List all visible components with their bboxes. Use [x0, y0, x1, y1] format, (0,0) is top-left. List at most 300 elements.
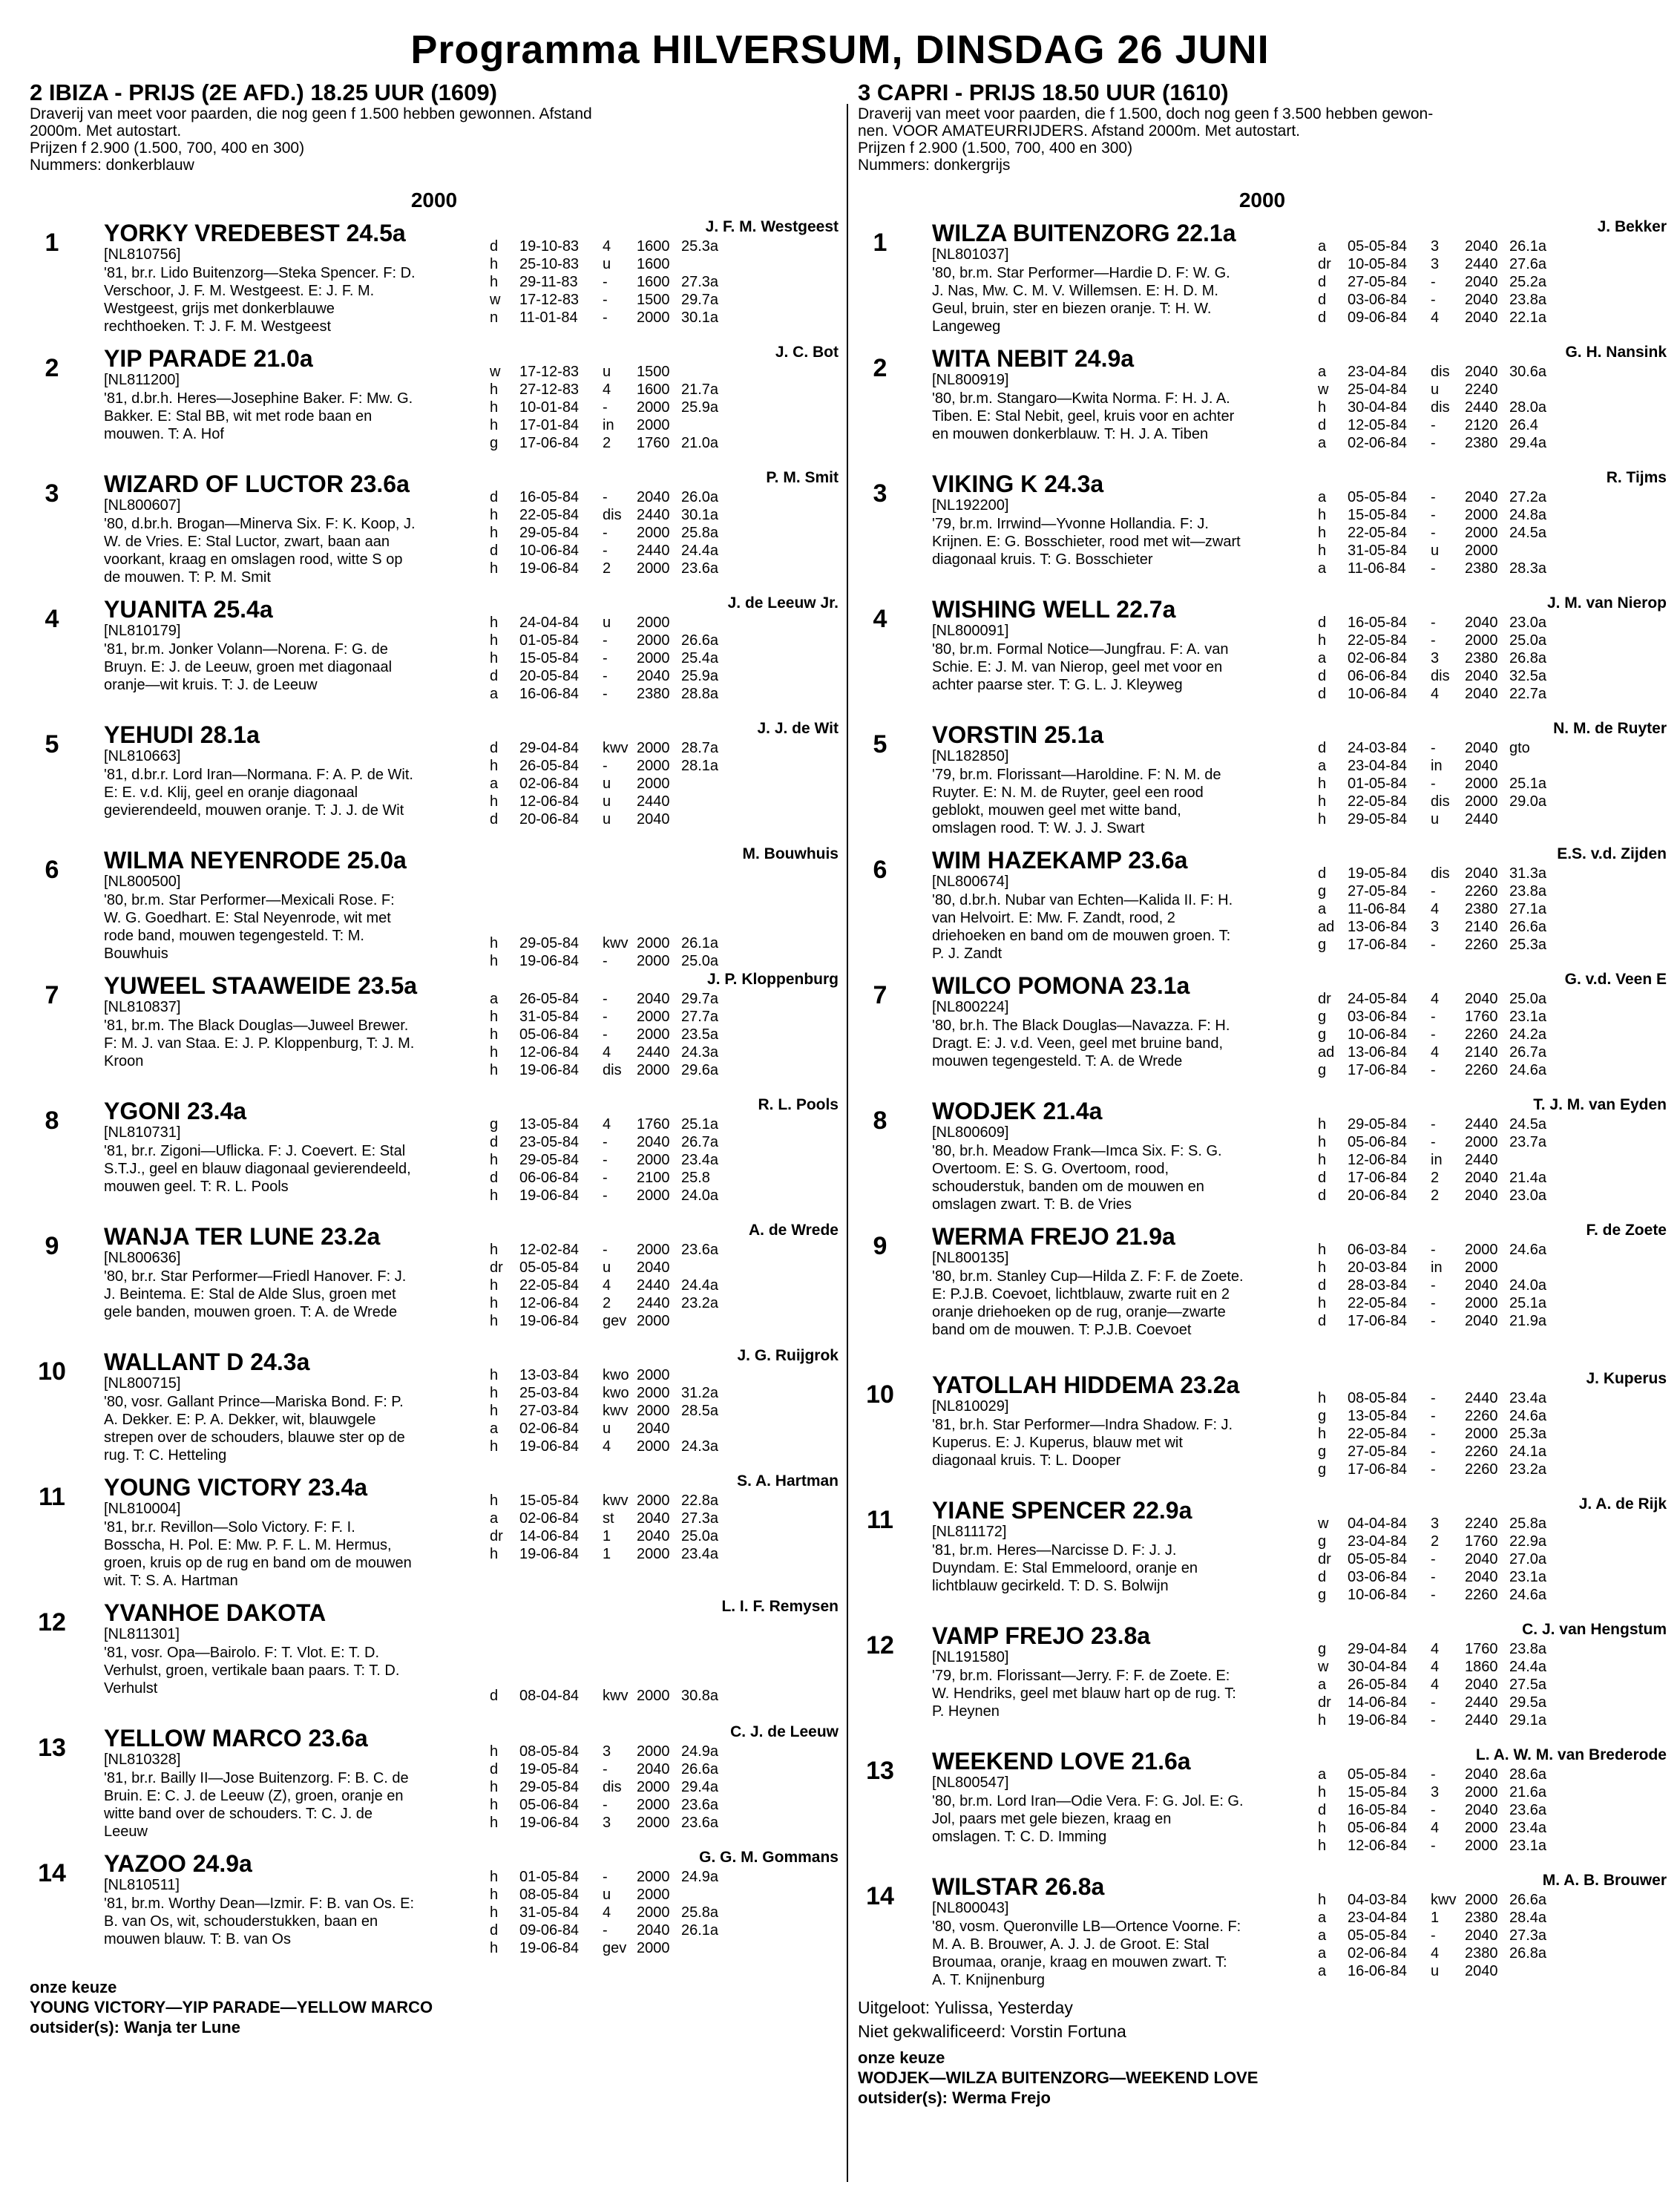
distance-heading: 2000 — [410, 189, 458, 212]
horse-name: WILZA BUITENZORG 22.1a — [932, 220, 1236, 246]
perf-track: h — [490, 256, 499, 272]
perf-date: 24-05-84 — [1348, 991, 1408, 1007]
horse-entry — [858, 342, 1667, 468]
perf-distance: 2040 — [637, 991, 670, 1007]
perf-date: 08-05-84 — [519, 1743, 580, 1760]
perf-distance: 1760 — [1465, 1533, 1498, 1550]
perf-date: 27-05-84 — [1348, 274, 1408, 290]
trainer-name: J. A. de Rijk — [1578, 1495, 1667, 1513]
perf-time: 25.3a — [1509, 1426, 1547, 1442]
perf-date: 02-06-84 — [1348, 435, 1408, 451]
performance-row — [1318, 1277, 1561, 1294]
perf-result: - — [1431, 1134, 1436, 1150]
perf-distance: 2040 — [1465, 740, 1498, 756]
perf-time: 28.7a — [681, 740, 719, 756]
perf-time: 23.6a — [681, 1242, 719, 1258]
perf-distance: 2000 — [1465, 776, 1498, 792]
perf-distance: 2240 — [1465, 1515, 1498, 1532]
performance-row — [1318, 1962, 1561, 1980]
performance-row — [1318, 1151, 1561, 1169]
perf-date: 19-10-83 — [519, 238, 580, 255]
perf-date: 08-05-84 — [519, 1887, 580, 1903]
performance-row — [1318, 291, 1561, 309]
perf-distance: 2440 — [1465, 1390, 1498, 1406]
perf-result: 2 — [603, 435, 611, 451]
horse-name: WIM HAZEKAMP 23.6a — [932, 847, 1188, 874]
performance-row — [490, 309, 733, 327]
horse-code: [NL800091] — [932, 623, 1009, 639]
perf-result: u — [603, 615, 611, 631]
perf-distance: 2040 — [1465, 1313, 1498, 1329]
perf-time: 22.8a — [681, 1492, 719, 1509]
perf-result: kwo — [603, 1367, 629, 1383]
perf-result: kwv — [1431, 1892, 1457, 1908]
perf-time: 26.1a — [1509, 238, 1547, 255]
performance-table — [490, 739, 733, 828]
perf-date: 31-05-84 — [519, 1904, 580, 1921]
horse-entry — [30, 1471, 839, 1596]
performance-row — [490, 1510, 733, 1527]
perf-date: 19-05-84 — [1348, 865, 1408, 882]
performance-row — [490, 416, 733, 434]
horse-info — [932, 1098, 1244, 1213]
perf-distance: 1760 — [1465, 1641, 1498, 1657]
perf-time: 26.1a — [681, 1922, 719, 1939]
perf-date: 12-06-84 — [519, 1295, 580, 1311]
perf-result: 3 — [1431, 238, 1440, 255]
horse-name: YAZOO 24.9a — [104, 1850, 252, 1877]
perf-date: 09-06-84 — [519, 1922, 580, 1939]
perf-date: 23-04-84 — [1348, 1910, 1408, 1926]
perf-time: 28.0a — [1509, 399, 1547, 416]
horse-code: [NL810029] — [932, 1398, 1009, 1415]
perf-result: dis — [1431, 399, 1450, 416]
horse-number: 4 — [45, 605, 59, 633]
perf-distance: 2040 — [1465, 274, 1498, 290]
perf-result: - — [1431, 1461, 1436, 1478]
perf-track: h — [490, 1044, 499, 1061]
performance-row — [1318, 1676, 1561, 1694]
perf-date: 20-06-84 — [519, 811, 580, 828]
perf-result: kwv — [603, 935, 629, 951]
horse-code: [NL800674] — [932, 874, 1009, 890]
horse-entry — [30, 1847, 839, 1973]
horse-info — [932, 220, 1244, 335]
horse-description: '81, br.m. Jonker Volann—Norena. F: G. de Bruyn. E: J. de Leeuw, groen met diagonaal oranje—wit kruis. T: J. de Leeuw — [104, 641, 393, 693]
perf-track: h — [490, 650, 499, 666]
horse-entry — [858, 1619, 1667, 1745]
performance-row — [1318, 793, 1561, 810]
perf-distance: 2040 — [1465, 309, 1498, 326]
perf-distance: 2440 — [1465, 1152, 1498, 1168]
performance-row — [1318, 237, 1561, 255]
horse-name: WISHING WELL 22.7a — [932, 596, 1176, 623]
horse-number: 13 — [38, 1734, 66, 1762]
perf-result: - — [603, 1242, 608, 1258]
horse-description: '80, br.m. Lord Iran—Odie Vera. F: G. Jol. E: G. Jol, paars met gele biezen, kraag en omslagen. T: C. D. Imming — [932, 1793, 1244, 1845]
horse-code: [NL810511] — [104, 1877, 180, 1893]
perf-time: 26.6a — [681, 632, 719, 649]
perf-distance: 2000 — [637, 953, 670, 969]
performance-row — [1318, 560, 1561, 577]
performance-row — [1318, 1008, 1561, 1026]
performance-table — [1318, 1891, 1561, 1980]
perf-date: 15-05-84 — [1348, 507, 1408, 523]
performance-table — [490, 1492, 733, 1563]
perf-distance: 2260 — [1465, 1026, 1498, 1043]
perf-date: 30-04-84 — [1348, 399, 1408, 416]
horse-info — [932, 345, 1244, 443]
perf-result: - — [1431, 417, 1436, 433]
perf-result: 3 — [1431, 919, 1440, 935]
perf-distance: 2000 — [1465, 1784, 1498, 1800]
perf-distance: 2000 — [1465, 1426, 1498, 1442]
perf-time: 29.7a — [681, 292, 719, 308]
horse-info — [932, 1873, 1244, 1989]
perf-date: 29-05-84 — [1348, 811, 1408, 828]
perf-time: 24.6a — [1509, 1587, 1547, 1603]
perf-date: 27-03-84 — [519, 1403, 580, 1419]
perf-date: 04-03-84 — [1348, 1892, 1408, 1908]
perf-result: dis — [603, 1062, 622, 1078]
perf-time: 29.1a — [1509, 1712, 1547, 1728]
performance-row — [490, 1743, 733, 1760]
race-column-right — [858, 80, 1667, 2108]
performance-row — [1318, 775, 1561, 793]
perf-date: 22-05-84 — [1348, 1295, 1408, 1311]
perf-time: 24.6a — [1509, 1062, 1547, 1078]
perf-date: 06-06-84 — [1348, 668, 1408, 684]
perf-time: 24.4a — [681, 543, 719, 559]
performance-row — [1318, 381, 1561, 399]
perf-track: h — [1318, 793, 1327, 810]
perf-track: a — [1318, 364, 1327, 380]
perf-time: 23.0a — [1509, 1187, 1547, 1204]
perf-time: 25.0a — [1509, 632, 1547, 649]
horse-description: '81, br.r. Zigoni—Uflicka. F: J. Coevert. E: Stal S.T.J., geel en blauw diagonaal gevierendeeld, mouwen geel. T: R. L. Pools — [104, 1143, 411, 1195]
perf-result: u — [1431, 1963, 1440, 1979]
perf-date: 05-05-84 — [1348, 1766, 1408, 1783]
performance-row — [490, 506, 733, 524]
horse-number: 7 — [873, 981, 887, 1009]
perf-date: 06-06-84 — [519, 1170, 580, 1186]
perf-date: 19-06-84 — [519, 1546, 580, 1562]
perf-distance: 2000 — [1465, 525, 1498, 541]
perf-result: 4 — [1431, 991, 1440, 1007]
horse-code: [NL810837] — [104, 999, 181, 1015]
perf-result: in — [1431, 1152, 1443, 1168]
horse-info — [932, 1372, 1244, 1469]
performance-row — [490, 775, 733, 793]
horse-name: WANJA TER LUNE 23.2a — [104, 1223, 381, 1250]
perf-distance: 2000 — [637, 1152, 670, 1168]
performance-row — [1318, 1533, 1561, 1550]
perf-date: 12-06-84 — [1348, 1838, 1408, 1854]
perf-track: d — [1318, 309, 1327, 326]
performance-row — [1318, 1115, 1561, 1133]
perf-date: 15-05-84 — [1348, 1784, 1408, 1800]
perf-date: 16-06-84 — [1348, 1963, 1408, 1979]
performance-row — [1318, 936, 1561, 954]
horse-number: 13 — [866, 1757, 894, 1785]
perf-track: h — [490, 525, 499, 541]
perf-time: 23.7a — [1509, 1134, 1547, 1150]
perf-distance: 2000 — [1465, 1838, 1498, 1854]
performance-table — [490, 1743, 733, 1832]
performance-row — [490, 685, 733, 703]
perf-result: u — [603, 256, 611, 272]
perf-distance: 2040 — [1465, 668, 1498, 684]
perf-track: d — [490, 1134, 499, 1150]
performance-row — [490, 1241, 733, 1259]
race-info-line: Nummers: donkergrijs — [858, 157, 1011, 174]
horse-info — [932, 847, 1244, 963]
horse-entry — [30, 1220, 839, 1346]
perf-date: 13-06-84 — [1348, 1044, 1408, 1061]
performance-row — [1318, 1187, 1561, 1205]
performance-row — [1318, 1061, 1561, 1079]
perf-track: d — [1318, 292, 1327, 308]
perf-date: 10-06-84 — [1348, 1587, 1408, 1603]
perf-time: 21.4a — [1509, 1170, 1547, 1186]
performance-row — [1318, 667, 1561, 685]
perf-track: h — [490, 1062, 499, 1078]
horse-description: '80, vosm. Queronville LB—Ortence Voorne. F: M. A. B. Brouwer, A. J. J. de Groot. E: Stal Broumaa, oranje, kraag en mouwen zwart. T: A. T. Knijnenburg — [932, 1918, 1241, 1988]
perf-distance: 2040 — [637, 811, 670, 828]
perf-result: - — [603, 1187, 608, 1204]
perf-track: h — [490, 560, 499, 577]
perf-result: - — [1431, 883, 1436, 900]
perf-distance: 1760 — [637, 435, 670, 451]
perf-time: 27.3a — [681, 274, 719, 290]
horse-description: '79, br.m. Irrwind—Yvonne Hollandia. F: J. Krijnen. E: G. Bosschieter, rood met wit—zwart diagonaal kruis. T: G. Bosschieter — [932, 516, 1241, 568]
perf-time: 29.0a — [1509, 793, 1547, 810]
horse-entry — [858, 468, 1667, 593]
perf-date: 19-06-84 — [519, 953, 580, 969]
performance-row — [1318, 1461, 1561, 1478]
perf-time: 23.1a — [1509, 1569, 1547, 1585]
perf-result: dis — [603, 1779, 622, 1795]
horse-code: [NL800609] — [932, 1124, 1009, 1141]
horse-number: 3 — [873, 479, 887, 508]
perf-time: 28.5a — [681, 1403, 719, 1419]
perf-track: n — [490, 309, 499, 326]
perf-date: 24-04-84 — [519, 615, 580, 631]
perf-time: 24.4a — [1509, 1659, 1547, 1675]
trainer-name: L. I. F. Remysen — [721, 1598, 839, 1615]
perf-date: 17-06-84 — [1348, 1461, 1408, 1478]
perf-distance: 2000 — [637, 399, 670, 416]
performance-row — [1318, 1026, 1561, 1043]
perf-track: a — [1318, 1927, 1327, 1944]
performance-row — [1318, 1909, 1561, 1927]
perf-track: h — [490, 1887, 499, 1903]
race-info-line: Prijzen f 2.900 (1.500, 700, 400 en 300) — [30, 140, 305, 157]
perf-result: - — [1431, 615, 1436, 631]
perf-date: 02-06-84 — [519, 776, 580, 792]
perf-time: 23.0a — [1509, 615, 1547, 631]
perf-time: 28.8a — [681, 686, 719, 702]
perf-result: kwv — [603, 1403, 629, 1419]
performance-row — [1318, 309, 1561, 327]
perf-result: - — [1431, 1444, 1436, 1460]
perf-track: d — [490, 1170, 499, 1186]
horse-code: [NL810179] — [104, 623, 181, 639]
perf-time: 25.4a — [681, 650, 719, 666]
horse-description: '79, br.m. Florissant—Haroldine. F: N. M. de Ruyter. E: N. M. de Ruyter, geel een rood geblokt, mouwen geel met witte band, omslagen rood. T: W. J. J. Swart — [932, 767, 1221, 836]
perf-date: 25-03-84 — [519, 1385, 580, 1401]
horse-description: '80, br.m. Star Performer—Hardie D. F: W. G. J. Nas, Mw. C. M. V. Willemsen. E: H. D. M. Geul, bruin, ster en biezen oranje. T: H. W. Langeweg — [932, 265, 1230, 335]
trainer-name: E.S. v.d. Zijden — [1557, 845, 1667, 862]
perf-time: 23.1a — [1509, 1009, 1547, 1025]
performance-row — [490, 1133, 733, 1151]
perf-result: - — [1431, 1712, 1436, 1728]
perf-result: - — [1431, 1390, 1436, 1406]
perf-time: 25.9a — [681, 399, 719, 416]
perf-date: 19-06-84 — [519, 1187, 580, 1204]
perf-date: 02-06-84 — [1348, 650, 1408, 666]
perf-date: 17-12-83 — [519, 364, 580, 380]
perf-time: 23.4a — [1509, 1390, 1547, 1406]
horse-description: '80, br.m. Stangaro—Kwita Norma. F: H. J. A. Tiben. E: Stal Nebit, geel, kruis voor en achter en mouwen donkerblauw. T: H. J. A. Tiben — [932, 390, 1235, 442]
perf-date: 12-06-84 — [519, 1044, 580, 1061]
perf-result: u — [1431, 811, 1440, 828]
perf-distance: 2040 — [1465, 1766, 1498, 1783]
perf-distance: 2000 — [637, 776, 670, 792]
perf-time: 21.6a — [1509, 1784, 1547, 1800]
performance-row — [490, 757, 733, 775]
perf-track: a — [1318, 238, 1327, 255]
horse-name: YIANE SPENCER 22.9a — [932, 1497, 1192, 1524]
horse-code: [NL811172] — [932, 1524, 1007, 1540]
perf-track: d — [1318, 417, 1327, 433]
perf-time: 24.6a — [1509, 1408, 1547, 1424]
horse-code: [NL801037] — [932, 246, 1009, 263]
horse-description: '81, br.r. Revillon—Solo Victory. F: F. I. Bosscha, H. Pol. E: Mw. P. F. L. M. Hermus, groen, kruis op de rug en band om de mouwen wit. T: S. A. Hartman — [104, 1519, 412, 1589]
perf-date: 17-06-84 — [1348, 1170, 1408, 1186]
horse-description: '80, d.br.h. Brogan—Minerva Six. F: K. Koop, J. W. de Vries. E: Stal Luctor, zwart, baan aan voorkant, kraag en omslagen rood, witte S op de mouwen. T: P. M. Smit — [104, 516, 416, 586]
perf-distance: 2000 — [637, 309, 670, 326]
perf-result: kwo — [603, 1385, 629, 1401]
perf-distance: 2040 — [1465, 1170, 1498, 1186]
perf-track: h — [490, 1904, 499, 1921]
horse-info — [932, 721, 1244, 837]
perf-time: 27.3a — [681, 1510, 719, 1527]
perf-distance: 1760 — [1465, 1009, 1498, 1025]
horse-number: 4 — [873, 605, 887, 633]
perf-result: - — [1431, 1062, 1436, 1078]
perf-time: 26.7a — [1509, 1044, 1547, 1061]
performance-row — [490, 1438, 733, 1455]
perf-track: dr — [490, 1259, 503, 1276]
horse-code: [NL800715] — [104, 1375, 181, 1392]
perf-date: 26-05-84 — [1348, 1677, 1408, 1693]
perf-result: 3 — [1431, 1515, 1440, 1532]
horse-entry — [858, 593, 1667, 718]
horse-name: YIP PARADE 21.0a — [104, 345, 313, 372]
horse-entry — [858, 1870, 1667, 1996]
perf-time: 27.6a — [1509, 256, 1547, 272]
performance-row — [1318, 1550, 1561, 1568]
perf-result: u — [1431, 543, 1440, 559]
horse-description: '80, d.br.h. Nubar van Echten—Kalida II. F: H. van Helvoirt. E: Mw. F. Zandt, rood, 2 driehoeken en band om de mouwen groen. T: P. J. Zandt — [932, 892, 1233, 962]
perf-date: 10-06-84 — [1348, 686, 1408, 702]
perf-result: u — [603, 1887, 611, 1903]
perf-distance: 2040 — [1465, 1551, 1498, 1567]
trainer-name: S. A. Hartman — [737, 1472, 839, 1490]
perf-distance: 2000 — [637, 560, 670, 577]
trainer-name: J. de Leeuw Jr. — [727, 594, 839, 612]
perf-track: a — [490, 686, 499, 702]
perf-distance: 2000 — [637, 1815, 670, 1831]
perf-date: 09-06-84 — [1348, 309, 1408, 326]
perf-result: - — [603, 686, 608, 702]
performance-row — [490, 255, 733, 273]
horse-entry — [30, 1095, 839, 1220]
perf-date: 22-05-84 — [1348, 1426, 1408, 1442]
perf-result: - — [1431, 489, 1436, 505]
perf-result: - — [1431, 274, 1436, 290]
trainer-name: G. v.d. Veen E — [1564, 971, 1667, 988]
perf-track: h — [490, 632, 499, 649]
horse-code: [NL800043] — [932, 1900, 1009, 1916]
trainer-name: J. P. Kloppenburg — [707, 971, 839, 988]
perf-distance: 2000 — [637, 1403, 670, 1419]
perf-track: h — [1318, 811, 1327, 828]
perf-date: 05-06-84 — [519, 1797, 580, 1813]
perf-track: a — [490, 1510, 499, 1527]
perf-time: 29.4a — [1509, 435, 1547, 451]
performance-row — [490, 990, 733, 1008]
perf-date: 05-05-84 — [1348, 489, 1408, 505]
perf-track: g — [1318, 937, 1327, 953]
perf-track: h — [490, 1242, 499, 1258]
horse-name: YEHUDI 28.1a — [104, 721, 260, 748]
perf-track: h — [490, 1295, 499, 1311]
performance-row — [490, 1008, 733, 1026]
horse-entry — [30, 468, 839, 593]
perf-result: - — [603, 1170, 608, 1186]
performance-table — [490, 614, 733, 703]
horse-description: '81, br.r. Bailly II—Jose Buitenzorg. F: B. C. de Bruin. E: C. J. de Leeuw (Z), groen, oranje en witte band over de schouders. T: C. J. de Leeuw — [104, 1770, 409, 1840]
perf-result: 4 — [603, 1277, 611, 1294]
perf-distance: 2440 — [1465, 811, 1498, 828]
horse-entry — [30, 718, 839, 844]
perf-distance: 2440 — [1465, 399, 1498, 416]
perf-track: h — [1318, 1116, 1327, 1133]
perf-result: - — [603, 632, 608, 649]
perf-time: 27.7a — [681, 1009, 719, 1025]
perf-result: - — [1431, 1313, 1436, 1329]
perf-result: kwv — [603, 740, 629, 756]
perf-date: 05-06-84 — [519, 1026, 580, 1043]
horse-entry — [30, 1346, 839, 1471]
perf-result: u — [603, 776, 611, 792]
perf-time: 27.3a — [1509, 1927, 1547, 1944]
perf-date: 11-06-84 — [1348, 901, 1406, 917]
perf-result: - — [1431, 560, 1436, 577]
perf-result: 3 — [1431, 1784, 1440, 1800]
perf-track: w — [490, 364, 501, 380]
performance-row — [1318, 865, 1561, 882]
race-info-line: Prijzen f 2.900 (1.500, 700, 400 en 300) — [858, 140, 1133, 157]
perf-track: a — [1318, 1945, 1327, 1962]
perf-track: h — [490, 953, 499, 969]
perf-result: - — [603, 991, 608, 1007]
selection-picks: YOUNG VICTORY—YIP PARADE—YELLOW MARCO — [30, 1998, 433, 2016]
perf-result: u — [1431, 381, 1440, 398]
horse-entry — [30, 342, 839, 468]
